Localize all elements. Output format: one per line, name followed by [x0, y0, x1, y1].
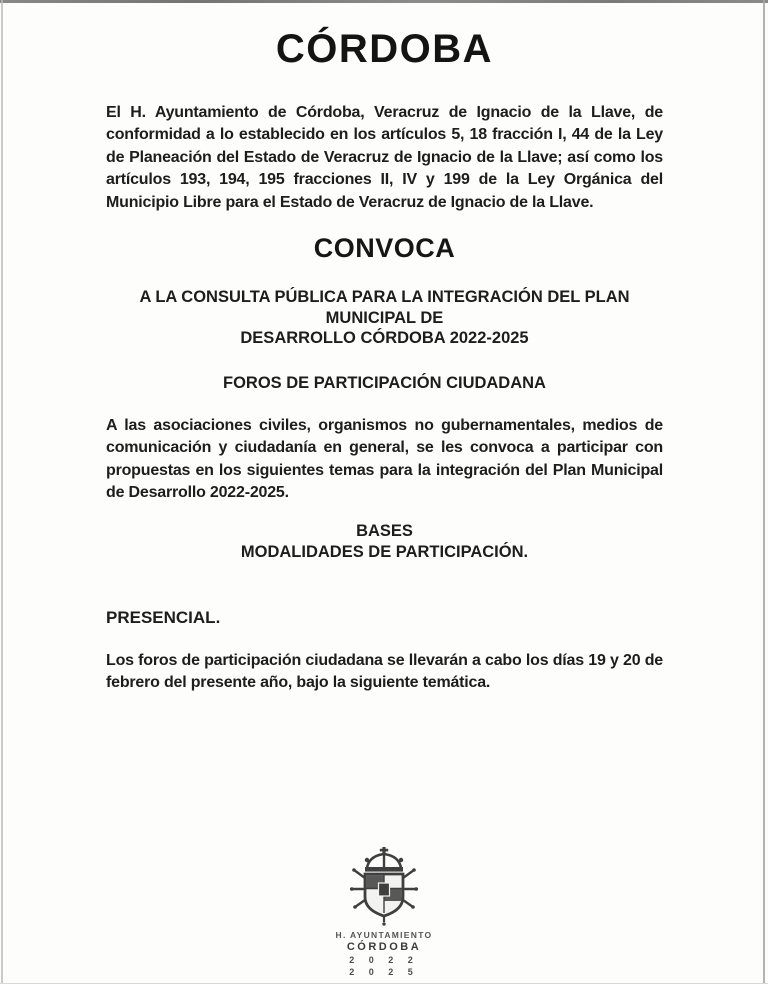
cordoba-wordmark: CÓRDOBA — [275, 27, 494, 71]
bases-heading: BASES — [356, 522, 413, 540]
foros-heading: FOROS DE PARTICIPACIÓN CIUDADANA — [223, 374, 546, 392]
consulta-subheading-line2: DESARROLLO CÓRDOBA 2022-2025 — [240, 329, 529, 347]
scan-edge-right — [763, 0, 765, 984]
seal-year-start: 2 0 2 2 — [349, 955, 419, 965]
convoca-heading: CONVOCA — [313, 233, 456, 263]
seal-cordoba-label: CÓRDOBA — [346, 941, 422, 953]
presencial-paragraph: Los foros de participación ciudadana se llevarán a cabo los días 19 y 20 de febrero del presente año, bajo la siguiente temática. — [106, 652, 663, 692]
intro-paragraph: El H. Ayuntamiento de Córdoba, Veracruz de Ignacio de la Llave, de conformidad a lo establecido en los artículos 5, 18 fracción I, 44 de la Ley de Planeación del Estado de Veracruz de Ignacio de la Llave; así como los artículos 193, 194, 195 fracciones II, IV y 199 de la Ley Orgánica del Municipio Libre para el Estado de Veracruz de Ignacio de la Llave. — [106, 104, 663, 211]
consulta-subheading-line1: A LA CONSULTA PÚBLICA PARA LA INTEGRACIÓN DEL PLAN MUNICIPAL DE — [139, 288, 630, 327]
modalidades-heading: MODALIDADES DE PARTICIPACIÓN. — [240, 543, 529, 561]
municipal-seal — [0, 847, 768, 977]
seal-year-end: 2 0 2 5 — [349, 967, 419, 977]
scan-edge-top — [0, 0, 768, 3]
seal-ayuntamiento-label: H. AYUNTAMIENTO — [335, 930, 433, 940]
presencial-heading: PRESENCIAL. — [106, 608, 221, 627]
foros-paragraph: A las asociaciones civiles, organismos no gubernamentales, medios de comunicación y ciudadanía en general, se les convoca a participar con propuestas en los siguientes temas para la integración del Plan Municipal de Desarrollo 2022-2025. — [106, 417, 663, 502]
consulta-subheading — [106, 287, 663, 349]
coat-of-arms-icon — [350, 847, 418, 927]
scan-edge-left — [1, 0, 3, 984]
